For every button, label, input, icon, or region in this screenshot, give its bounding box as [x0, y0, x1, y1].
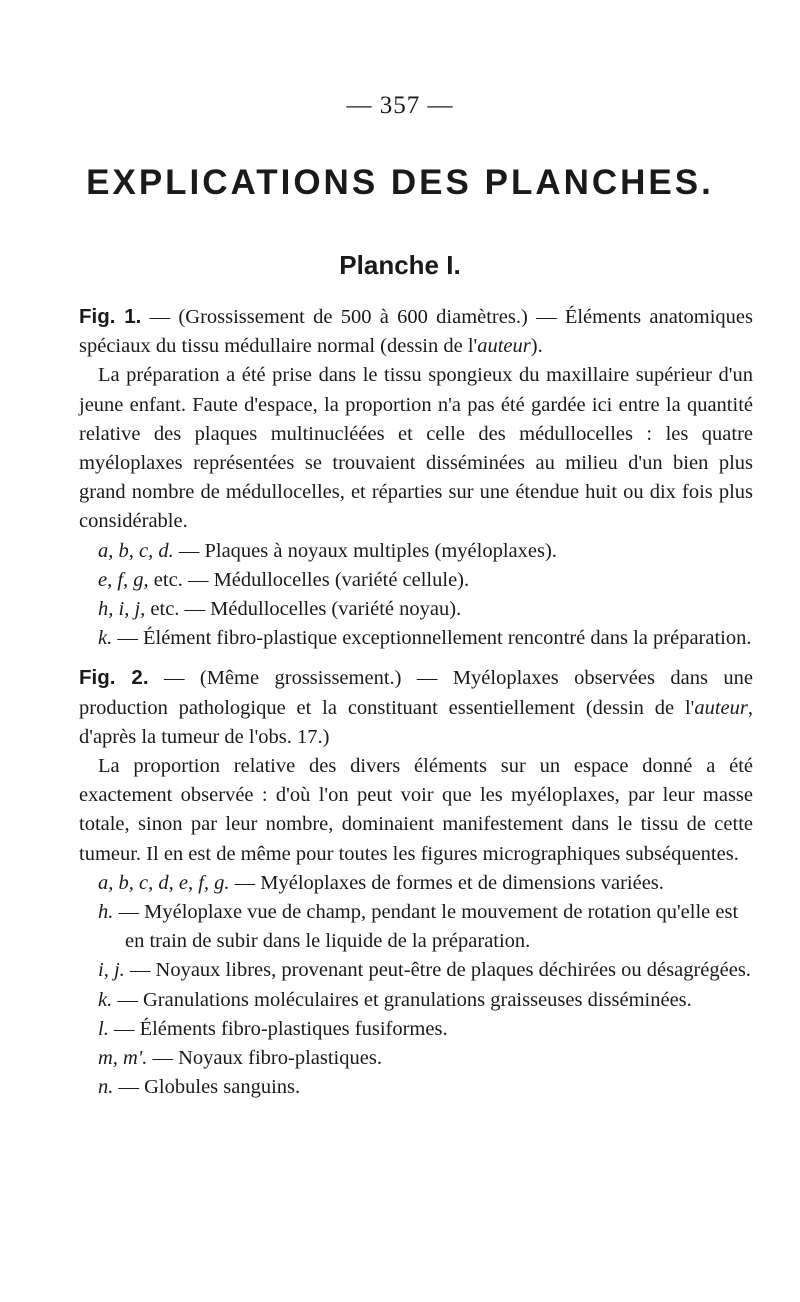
legend-text: — Globules sanguins.: [113, 1076, 301, 1099]
fig1-legend-item: [79, 566, 753, 595]
legend-text: — Granulations moléculaires et granulations graisseuses disséminées.: [112, 988, 692, 1011]
fig2-label: Fig. 2.: [79, 666, 149, 690]
fig2-intro-end: , d'après la tumeur de l'obs. 17.): [79, 696, 753, 748]
legend-key: h, i, j,: [98, 598, 146, 621]
plate-heading: Planche I.: [339, 250, 461, 280]
legend-key: i, j.: [98, 959, 125, 982]
document-body: [79, 302, 753, 1102]
fig2-legend-item: [79, 869, 753, 898]
legend-key: m, m'.: [98, 1047, 148, 1070]
legend-text: — Élément fibro-plastique exceptionnellement rencontré dans la préparation.: [112, 627, 752, 650]
page-number: — 357 —: [346, 92, 454, 119]
fig1-label: Fig. 1.: [79, 305, 142, 328]
legend-text: etc. — Médullocelles (variété noyau).: [145, 598, 462, 621]
fig2-intro-italic: auteur: [694, 696, 748, 719]
fig2-legend-item: [79, 898, 753, 956]
fig2-caption: [79, 663, 753, 752]
fig2-intro: — (Même grossissement.) — Myéloplaxes observées dans une production pathologique et la constituant essentiellement (dessin de l': [79, 667, 753, 719]
legend-key: k.: [98, 988, 113, 1011]
legend-key: e, f, g,: [98, 568, 149, 591]
legend-text: — Éléments fibro-plastiques fusiformes.: [108, 1017, 448, 1040]
fig1-legend-item: [79, 624, 753, 653]
legend-key: l.: [98, 1017, 109, 1040]
fig1-caption: [79, 302, 753, 361]
fig1-intro-end: ).: [530, 335, 543, 358]
fig1-paragraph: La préparation a été prise dans le tissu spongieux du maxillaire supérieur d'un jeune enfant. Faute d'espace, la proportion n'a pas été gardée ici entre la quantité relative des plaques multinucléées et celle des médullocelles : les quatre myéloplaxes représentées se trouvaient disséminées au milieu d'un bien plus grand nombre de médullocelles, et réparties sur une étendue huit ou dix fois plus considérable.: [79, 364, 753, 533]
legend-text: — Plaques à noyaux multiples (myéloplaxes).: [173, 539, 557, 562]
fig1-legend-item: [79, 595, 753, 624]
fig1-intro: — (Grossissement de 500 à 600 diamètres.) — Éléments anatomiques spéciaux du tissu médullaire normal (dessin de l': [79, 306, 754, 358]
fig2-paragraph: La proportion relative des divers éléments sur un espace donné a été exactement observée : d'où l'on peut voir que les myéloplaxes, par leur masse totale, sinon par leur nombre, dominaient manifestement dans le tissu de cette tumeur. Il en est de même pour toutes les figures micrographiques subséquentes.: [79, 755, 753, 865]
fig2-legend-item: [79, 986, 753, 1015]
legend-text: etc. — Médullocelles (variété cellule).: [148, 568, 470, 591]
legend-key: a, b, c, d, e, f, g.: [98, 871, 230, 894]
fig1-intro-italic: auteur: [477, 335, 531, 358]
fig1-legend-item: [79, 537, 753, 566]
legend-key: n.: [98, 1076, 114, 1099]
legend-text: — Noyaux fibro-plastiques.: [147, 1047, 382, 1070]
fig2-legend-item: [79, 1073, 753, 1102]
legend-text: — Noyaux libres, provenant peut-être de plaques déchirées ou désagrégées.: [124, 959, 751, 982]
page-title: EXPLICATIONS DES PLANCHES.: [86, 163, 714, 202]
legend-key: k.: [98, 627, 113, 650]
legend-text: — Myéloplaxes de formes et de dimensions variées.: [229, 871, 664, 894]
legend-key: h.: [98, 901, 114, 924]
fig2-legend-item: [79, 1044, 753, 1073]
legend-text: — Myéloplaxe vue de champ, pendant le mouvement de rotation qu'elle est en train de subir dans le liquide de la préparation.: [113, 901, 739, 953]
fig2-legend-item: [79, 956, 753, 985]
legend-key: a, b, c, d.: [98, 539, 174, 562]
fig2-legend-item: [79, 1015, 753, 1044]
